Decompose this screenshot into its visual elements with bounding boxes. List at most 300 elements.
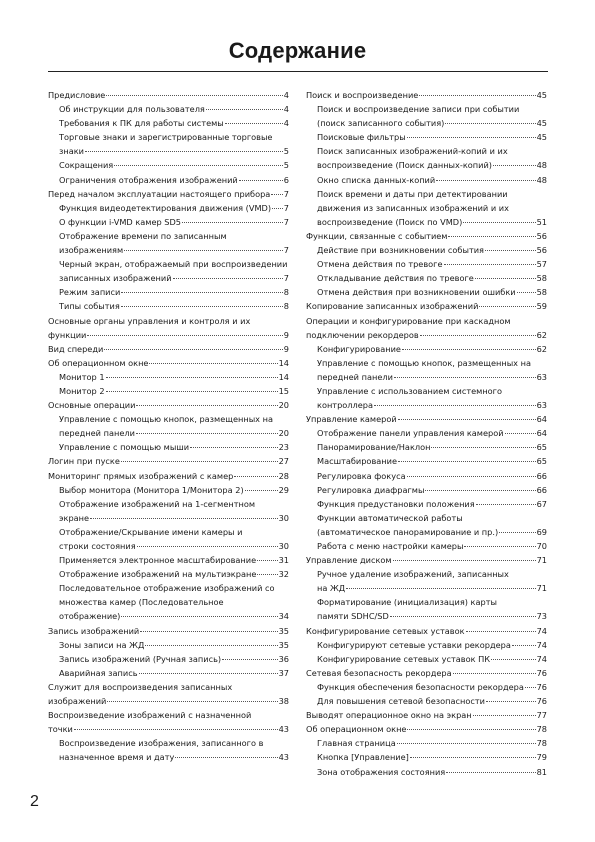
toc-entry-title: множества камер (Последовательное: [59, 597, 224, 608]
toc-page-number: 56: [536, 230, 547, 241]
toc-entry-title: Действие при возникновении события: [317, 245, 484, 256]
toc-page-number: 48: [536, 160, 547, 171]
toc-page-number: 71: [536, 555, 547, 566]
dot-leader: [407, 729, 535, 730]
toc-entry[interactable]: [48, 722, 289, 736]
dot-leader: [106, 391, 278, 392]
toc-page-number: 71: [536, 583, 547, 594]
toc-entry-title: Отображение изображений на мультиэкране: [59, 569, 257, 580]
toc-page-number: 76: [536, 667, 547, 678]
toc-entry-title: Об операционном окне: [48, 357, 149, 368]
toc-page-number: 45: [536, 118, 547, 129]
dot-leader: [448, 236, 535, 237]
toc-entry[interactable]: [48, 609, 289, 623]
dot-leader: [407, 137, 536, 138]
toc-page-number: 4: [283, 104, 289, 115]
dot-leader: [491, 659, 535, 660]
toc-entry-title: Режим записи: [59, 287, 121, 298]
toc-entry-title: Конфигурирование: [317, 343, 401, 354]
dot-leader: [390, 616, 536, 617]
page-number: 2: [30, 793, 39, 810]
dot-leader: [137, 546, 278, 547]
dot-leader: [398, 461, 536, 462]
toc-entry[interactable]: [48, 666, 289, 680]
toc-page-number: 9: [283, 343, 289, 354]
toc-entry[interactable]: [48, 652, 289, 666]
toc-entry-title: (автоматическое панорамирование и пр.): [317, 526, 499, 537]
toc-entry[interactable]: [306, 539, 547, 553]
dot-leader: [140, 631, 277, 632]
toc-page-number: 63: [536, 371, 547, 382]
toc-entry[interactable]: [48, 539, 289, 553]
dot-leader: [104, 349, 282, 350]
toc-entry[interactable]: [306, 130, 547, 144]
toc-entry-title: Отображение/Скрывание имени камеры и: [59, 526, 243, 537]
toc-entry-title: Масштабирование: [317, 456, 397, 467]
toc-entry-title: Отображение времени по записанным: [59, 230, 227, 241]
toc-entry-title: Основные операции: [48, 400, 136, 411]
toc-page-number: 51: [536, 216, 547, 227]
dot-leader: [466, 631, 536, 632]
dot-leader: [239, 180, 283, 181]
dot-leader: [402, 349, 536, 350]
toc-page-number: 62: [536, 343, 547, 354]
toc-entry-title: О функции i-VMD камер SD5: [59, 216, 182, 227]
toc-entry[interactable]: [306, 440, 547, 454]
toc-entry[interactable]: [48, 271, 289, 285]
toc-entry[interactable]: [48, 356, 289, 370]
toc-entry[interactable]: [48, 102, 289, 116]
toc-entry[interactable]: [48, 454, 289, 468]
toc-entry-line: [48, 736, 289, 750]
toc-entry-title: Воспроизведение изображения, записанного в: [59, 738, 264, 749]
toc-entry[interactable]: [306, 469, 547, 483]
toc-entry-title: Функции, связанные с событием: [306, 230, 448, 241]
toc-entry-title: передней панели: [317, 371, 393, 382]
toc-page-number: 30: [278, 541, 289, 551]
dot-leader: [397, 743, 536, 744]
toc-entry[interactable]: [306, 553, 547, 567]
toc-page-number: 78: [536, 738, 547, 749]
toc-entry-title: Управление с использованием системного: [317, 385, 502, 396]
toc-entry-line: [48, 314, 289, 328]
toc-entry-title: Аварийная запись: [59, 667, 138, 678]
toc-page-number: 73: [536, 611, 547, 622]
dot-leader: [407, 476, 536, 477]
toc-entry[interactable]: [306, 229, 547, 243]
dot-leader: [493, 165, 536, 166]
toc-entry-title: Управление с помощью кнопок, размещенных на: [59, 414, 273, 425]
toc-page-number: 43: [278, 724, 289, 735]
toc-page-number: 36: [278, 653, 289, 664]
toc-page-number: 64: [536, 428, 547, 439]
toc-page-number: 77: [536, 710, 547, 721]
dot-leader: [446, 772, 535, 773]
toc-page-number: 81: [536, 766, 547, 777]
dot-leader: [393, 560, 536, 561]
toc-page-number: 27: [278, 456, 289, 467]
toc-page-number: 43: [278, 752, 289, 763]
toc-page-number: 64: [536, 414, 547, 425]
toc-entry[interactable]: [306, 426, 547, 440]
toc-entry[interactable]: [48, 553, 289, 567]
toc-entry[interactable]: [306, 116, 547, 130]
toc-entry[interactable]: [48, 187, 289, 201]
toc-entry-title: Основные органы управления и контроля и их: [48, 315, 251, 326]
toc-entry[interactable]: [306, 652, 547, 666]
toc-entry[interactable]: [48, 116, 289, 130]
toc-entry-title: Конфигурируют сетевые уставки рекордера: [317, 639, 511, 650]
toc-entry-line: [306, 144, 547, 158]
dot-leader: [473, 715, 536, 716]
toc-entry-title: Главная страница: [317, 738, 396, 749]
dot-leader: [90, 518, 278, 519]
dot-leader: [74, 729, 278, 730]
toc-page-number: 78: [536, 724, 547, 735]
toc-entry[interactable]: [306, 88, 547, 102]
toc-entry-title: Вид спереди: [48, 343, 104, 354]
toc-entry[interactable]: [48, 426, 289, 440]
toc-entry-title: Конфигурирование сетевых уставок ПК: [317, 653, 491, 664]
toc-entry-title: Управление камерой: [306, 414, 397, 425]
toc-entry-title: Регулировка диафрагмы: [317, 484, 425, 495]
toc-entry-title: Поиск и воспроизведение: [306, 90, 419, 100]
dot-leader: [479, 306, 535, 307]
toc-entry[interactable]: [306, 666, 547, 680]
dot-leader: [420, 335, 536, 336]
toc-page-number: 20: [278, 428, 289, 439]
toc-entry[interactable]: [306, 243, 547, 257]
toc-entry-title: отображение): [59, 611, 121, 622]
toc-entry[interactable]: [306, 638, 547, 652]
toc-page-number: 7: [283, 216, 289, 227]
toc-entry-title: Панорамирование/Наклон: [317, 442, 431, 453]
dot-leader: [182, 222, 283, 223]
toc-entry[interactable]: [306, 173, 547, 187]
toc-entry[interactable]: [306, 497, 547, 511]
toc-entry-title: Мониторинг прямых изображений с камер: [48, 470, 234, 481]
dot-leader: [206, 109, 283, 110]
toc-page-number: 63: [536, 400, 547, 411]
dot-leader: [225, 123, 283, 124]
toc-page-number: 30: [278, 512, 289, 523]
toc-entry-title: Об операционном окне: [306, 724, 407, 735]
toc-entry-title: Черный экран, отображаемый при воспроизведении: [59, 259, 288, 270]
toc-entry[interactable]: [306, 750, 547, 764]
toc-entry[interactable]: [306, 370, 547, 384]
toc-page-number: 35: [278, 639, 289, 650]
toc-entry-line: [48, 525, 289, 539]
toc-entry-title: Отображение изображений на 1-сегментном: [59, 498, 256, 509]
dot-leader: [121, 616, 277, 617]
toc-entry-title: Окно списка данных-копий: [317, 174, 436, 185]
toc-entry-line: [48, 130, 289, 144]
toc-entry[interactable]: [306, 158, 547, 172]
dot-leader: [106, 377, 278, 378]
toc-entry[interactable]: [48, 624, 289, 638]
toc-entry[interactable]: [48, 440, 289, 454]
toc-page-number: 74: [536, 639, 547, 650]
toc-entry[interactable]: [48, 299, 289, 313]
toc-entry-line: [48, 680, 289, 694]
toc-entry-title: Типы события: [59, 301, 120, 312]
toc-entry[interactable]: [306, 271, 547, 285]
dot-leader: [410, 757, 536, 758]
toc-entry[interactable]: [306, 680, 547, 694]
dot-leader: [525, 687, 536, 688]
toc-entry-title: Поиск записанных изображений-копий и их: [317, 146, 508, 157]
toc-entry-line: [48, 257, 289, 271]
toc-entry-title: Служит для воспроизведения записанных: [48, 681, 233, 692]
toc-entry[interactable]: [306, 215, 547, 229]
toc-entry[interactable]: [306, 722, 547, 736]
toc-entry[interactable]: [48, 567, 289, 581]
toc-entry[interactable]: [306, 708, 547, 722]
toc-entry[interactable]: [306, 736, 547, 750]
toc-entry[interactable]: [306, 398, 547, 412]
toc-entry-title: Функции автоматической работы: [317, 512, 463, 523]
toc-entry-line: [306, 102, 547, 116]
toc-page-number: 29: [278, 484, 289, 495]
dot-leader: [175, 757, 277, 758]
toc-entry-title: записанных изображений: [59, 273, 172, 284]
toc-page-number: 7: [283, 188, 289, 199]
toc-left-column: [48, 88, 289, 765]
toc-page-number: 8: [283, 287, 289, 298]
toc-entry-title: (поиск записанного события): [317, 118, 445, 129]
toc-entry-title: Применяется электронное масштабирование: [59, 555, 257, 566]
toc-page-number: 67: [536, 498, 547, 509]
toc-page-number: 28: [278, 470, 289, 481]
toc-entry-title: Операции и конфигурирование при каскадном: [306, 315, 511, 326]
toc-entry-title: движения из записанных изображений и их: [317, 202, 509, 213]
toc-entry[interactable]: [306, 285, 547, 299]
dot-leader: [445, 123, 535, 124]
toc-right-column: [306, 88, 547, 779]
dot-leader: [222, 659, 277, 660]
dot-leader: [476, 504, 536, 505]
toc-entry-title: Торговые знаки и зарегистрированные торговые: [59, 132, 273, 143]
dot-leader: [394, 377, 536, 378]
toc-entry[interactable]: [48, 398, 289, 412]
toc-entry[interactable]: [306, 454, 547, 468]
toc-entry-title: Для повышения сетевой безопасности: [317, 696, 485, 707]
toc-page-number: 23: [278, 442, 289, 453]
toc-page-number: 7: [283, 273, 289, 284]
toc-entry[interactable]: [48, 243, 289, 257]
toc-entry[interactable]: [306, 525, 547, 539]
toc-entry-title: Поиск и воспроизведение записи при событии: [317, 104, 520, 115]
toc-page-number: 76: [536, 681, 547, 692]
dot-leader: [425, 490, 535, 491]
toc-page-number: 20: [278, 400, 289, 411]
dot-leader: [464, 546, 535, 547]
dot-leader: [444, 264, 536, 265]
toc-entry-line: [306, 201, 547, 215]
toc-entry-title: Копирование записанных изображений: [306, 301, 479, 312]
toc-entry-title: Ограничения отображения изображений: [59, 174, 238, 185]
toc-entry-title: Требования к ПК для работы системы: [59, 118, 224, 129]
toc-page-number: 5: [283, 160, 289, 171]
toc-entry-title: Зона отображения состояния: [317, 766, 446, 777]
toc-entry[interactable]: [48, 173, 289, 187]
page-title: Содержание: [228, 38, 367, 63]
dot-leader: [145, 645, 277, 646]
toc-page-number: 65: [536, 442, 547, 453]
toc-entry-title: назначенное время и дату: [59, 752, 175, 763]
toc-page-number: 34: [278, 611, 289, 622]
toc-entry[interactable]: [306, 609, 547, 623]
toc-entry[interactable]: [48, 201, 289, 215]
dot-leader: [234, 476, 277, 477]
toc-page-number: 59: [536, 301, 547, 312]
toc-entry[interactable]: [48, 328, 289, 342]
dot-leader: [431, 447, 535, 448]
toc-entry[interactable]: [48, 215, 289, 229]
toc-entry-title: передней панели: [59, 428, 135, 439]
toc-entry[interactable]: [48, 88, 289, 102]
toc-entry-title: изображений: [48, 696, 107, 707]
toc-entry[interactable]: [306, 412, 547, 426]
toc-page-number: 69: [536, 526, 547, 537]
toc-entry-title: Логин при пуске: [48, 456, 120, 467]
toc-entry[interactable]: [306, 765, 547, 779]
toc-entry-title: Перед началом эксплуатации настоящего прибора: [48, 188, 271, 199]
toc-entry[interactable]: [48, 694, 289, 708]
toc-page-number: 74: [536, 653, 547, 664]
toc-entry-title: памяти SDHC/SD: [317, 611, 389, 622]
toc-entry[interactable]: [306, 483, 547, 497]
toc-entry-title: Монитор 2: [59, 385, 105, 396]
dot-leader: [149, 363, 277, 364]
toc-entry-line: [306, 187, 547, 201]
toc-entry-line: [48, 229, 289, 243]
toc-entry[interactable]: [48, 285, 289, 299]
toc-entry-title: Работа с меню настройки камеры: [317, 541, 464, 551]
toc-entry[interactable]: [306, 581, 547, 595]
toc-entry-title: Конфигурирование сетевых уставок: [306, 625, 465, 636]
toc-entry-title: Последовательное отображение изображений со: [59, 583, 275, 594]
toc-page-number: 38: [278, 696, 289, 707]
toc-entry-line: [306, 567, 547, 581]
toc-entry-line: [48, 708, 289, 722]
toc-page-number: 14: [278, 371, 289, 382]
dot-leader: [121, 461, 278, 462]
toc-entry[interactable]: [48, 638, 289, 652]
toc-entry[interactable]: [48, 158, 289, 172]
toc-entry[interactable]: [48, 384, 289, 398]
toc-entry[interactable]: [48, 370, 289, 384]
toc-page-number: 5: [283, 146, 289, 157]
toc-page-number: 79: [536, 752, 547, 763]
dot-leader: [85, 151, 283, 152]
toc-page-number: 7: [283, 245, 289, 256]
toc-entry-line: [306, 511, 547, 525]
toc-entry-title: Запись изображений (Ручная запись): [59, 653, 222, 664]
toc-entry-title: Функция видеодетектирования движения (VMD): [59, 202, 272, 213]
dot-leader: [374, 405, 536, 406]
toc-entry-title: Предисловие: [48, 90, 106, 100]
toc-entry-title: изображениям: [59, 245, 124, 256]
dot-leader: [121, 292, 282, 293]
toc-entry[interactable]: [48, 469, 289, 483]
toc-entry-title: Регулировка фокуса: [317, 470, 406, 481]
toc-entry[interactable]: [306, 328, 547, 342]
toc-entry-title: Отмена действия при возникновении ошибки: [317, 287, 516, 298]
toc-entry-line: [48, 497, 289, 511]
toc-entry-title: Управление с помощью мыши: [59, 442, 190, 453]
dot-leader: [475, 278, 536, 279]
dot-leader: [453, 673, 536, 674]
toc-entry-title: Монитор 1: [59, 371, 105, 382]
toc-page-number: 56: [536, 245, 547, 256]
toc-entry[interactable]: [48, 511, 289, 525]
toc-entry-line: [306, 384, 547, 398]
toc-page-number: 15: [278, 385, 289, 396]
toc-entry-title: Отмена действия по тревоге: [317, 259, 443, 270]
toc-entry-title: Управление диском: [306, 555, 392, 566]
toc-entry[interactable]: [306, 694, 547, 708]
toc-page-number: 45: [536, 132, 547, 143]
toc-entry-title: Запись изображений: [48, 625, 140, 636]
toc-entry-title: Отображение панели управления камерой: [317, 428, 504, 439]
dot-leader: [257, 560, 277, 561]
toc-entry[interactable]: [306, 299, 547, 313]
toc-entry[interactable]: [306, 342, 547, 356]
toc-entry-title: Кнопка [Управление]: [317, 752, 409, 763]
toc-page-number: 58: [536, 287, 547, 298]
toc-entry-title: воспроизведение (Поиск по VMD): [317, 216, 463, 227]
toc-page-number: 4: [283, 118, 289, 129]
toc-entry-title: точки: [48, 724, 73, 735]
dot-leader: [272, 208, 283, 209]
toc-entry-line: [48, 581, 289, 595]
dot-leader: [124, 250, 283, 251]
toc-page-number: 9: [283, 329, 289, 340]
toc-entry-title: Откладывание действия по тревоге: [317, 273, 474, 284]
dot-leader: [121, 306, 283, 307]
toc-entry[interactable]: [306, 624, 547, 638]
toc-page-number: 45: [536, 90, 547, 100]
dot-leader: [485, 250, 536, 251]
toc-entry-line: [306, 595, 547, 609]
toc-page-number: 65: [536, 456, 547, 467]
toc-entry-line: [306, 356, 547, 370]
toc-entry-line: [48, 595, 289, 609]
toc-entry[interactable]: [48, 144, 289, 158]
dot-leader: [346, 588, 535, 589]
toc-page-number: 4: [283, 90, 289, 100]
toc-entry[interactable]: [306, 257, 547, 271]
dot-leader: [499, 532, 535, 533]
dot-leader: [505, 433, 536, 434]
toc-entry-title: Форматирование (инициализация) карты: [317, 597, 497, 608]
toc-entry-line: [48, 412, 289, 426]
dot-leader: [190, 447, 277, 448]
toc-entry[interactable]: [48, 750, 289, 764]
toc-page-number: 66: [536, 470, 547, 481]
dot-leader: [463, 222, 535, 223]
toc-entry-title: строки состояния: [59, 541, 136, 551]
dot-leader: [512, 645, 536, 646]
dot-leader: [398, 419, 536, 420]
toc-entry[interactable]: [48, 342, 289, 356]
dot-leader: [107, 701, 277, 702]
toc-entry[interactable]: [48, 483, 289, 497]
dot-leader: [136, 405, 277, 406]
toc-entry-title: Сетевая безопасность рекордера: [306, 667, 452, 678]
dot-leader: [436, 180, 535, 181]
